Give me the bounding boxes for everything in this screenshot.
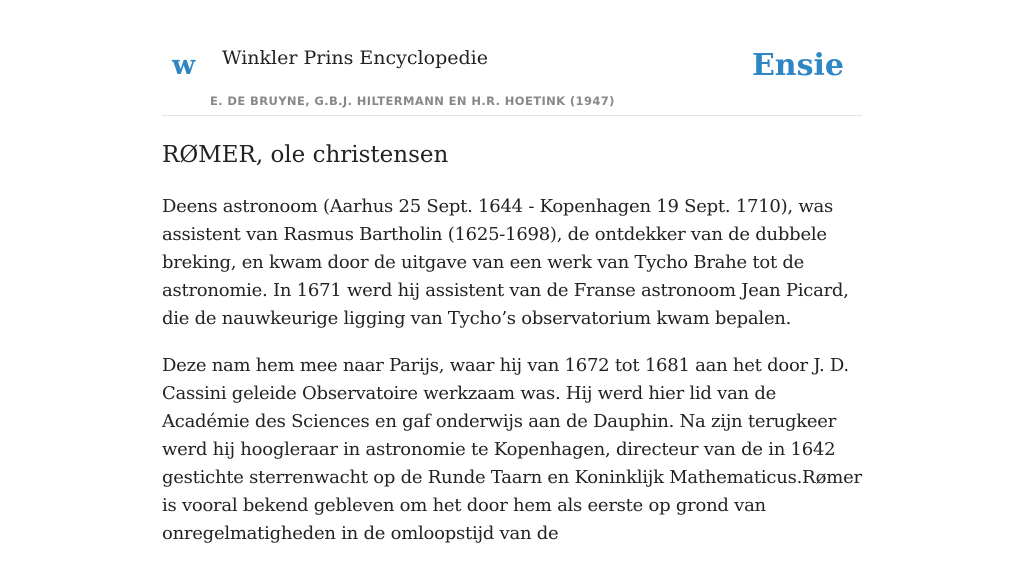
article-paragraph-2: Deze nam hem mee naar Parijs, waar hij van 1672 tot 1681 aan het door J. D. Cassini geleide Observatoire werkzaam was. Hij werd hier lid van de Académie des Sciences en gaf onderwijs aan de Dauphin. Na zijn terugkeer werd hij hoogleraar in astronomie te Kopenhagen, directeur van de in 1642 gestichte sterrenwacht op de Runde Taarn en Koninklijk Mathematicus.Rømer is vooral bekend gebleven om het door hem als eerste op grond van onregelmatigheden in de omloopstijd van de — [162, 354, 862, 544]
site-header — [162, 0, 862, 116]
encyclopedia-authors: E. DE BRUYNE, G.B.J. HILTERMANN EN H.R. HOETINK (1947) — [210, 94, 615, 108]
article-title: RØMER, ole christensen — [162, 142, 449, 168]
winkler-prins-logo[interactable]: w — [172, 50, 196, 81]
encyclopedia-title[interactable]: Winkler Prins Encyclopedie — [222, 47, 488, 69]
article-paragraph-1: Deens astronoom (Aarhus 25 Sept. 1644 - Kopenhagen 19 Sept. 1710), was assistent van Rasmus Bartholin (1625-1698), de ontdekker van de dubbele breking, en kwam door de uitgave van een werk van Tycho Brahe tot de astronomie. In 1671 werd hij assistent van de Franse astronoom Jean Picard, die de nauwkeurige ligging van Tycho’s observatorium kwam bepalen. — [162, 195, 849, 329]
ensie-brand-link[interactable]: Ensie — [751, 48, 844, 83]
article-body — [162, 193, 862, 548]
content-container — [162, 0, 862, 567]
